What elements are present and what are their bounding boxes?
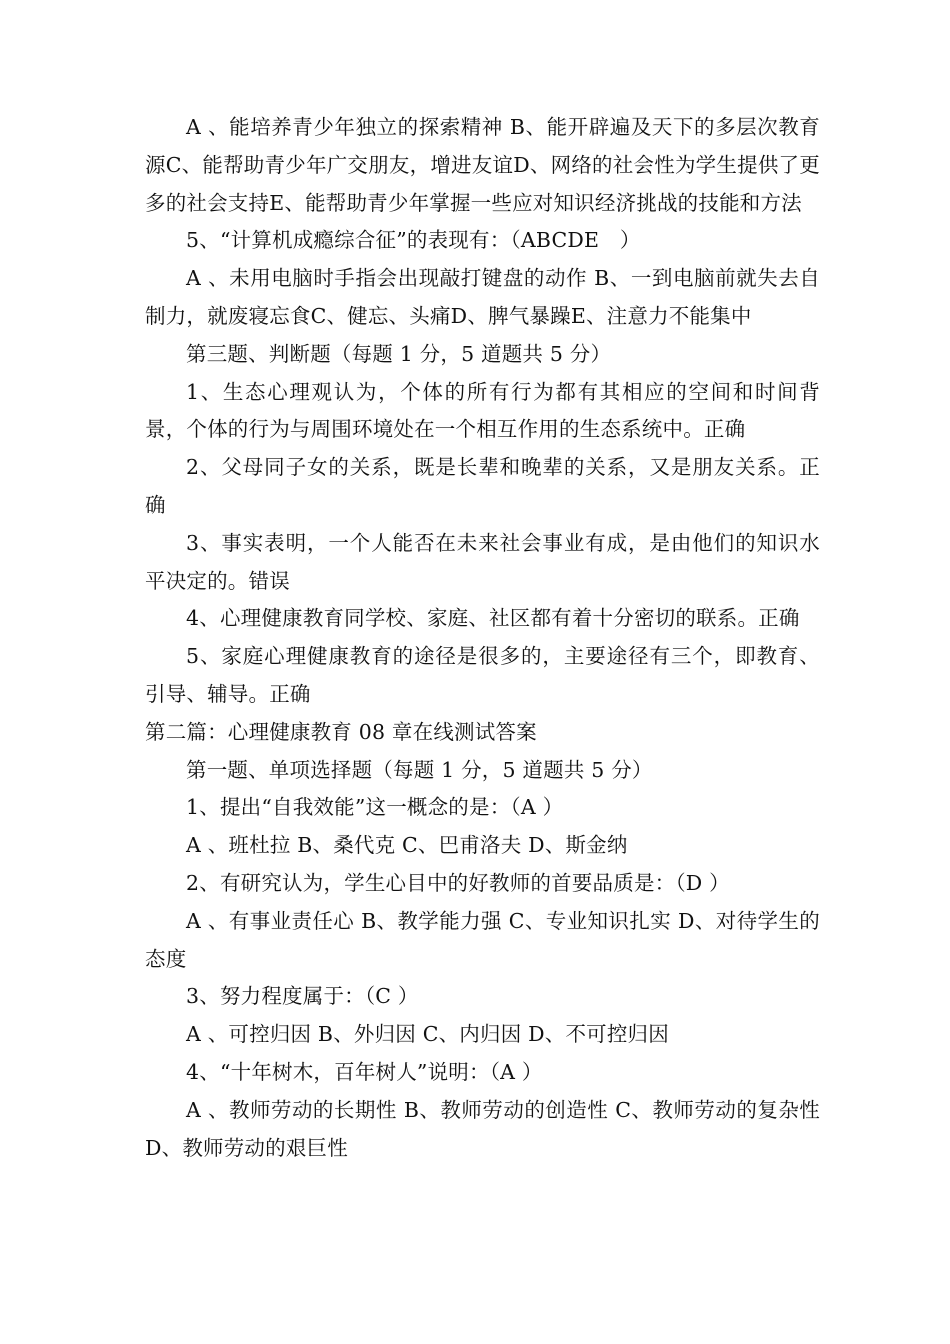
paragraph: A 、教师劳动的长期性 B、教师劳动的创造性 C、教师劳动的复杂性 D、教师劳动的艰巨性 bbox=[145, 1097, 820, 1160]
paragraph: 5、“计算机成瘾综合征”的表现有：（ABCDE ） bbox=[186, 228, 641, 253]
paragraph: 1、提出“自我效能”这一概念的是：（A ） bbox=[186, 795, 564, 820]
paragraph: A 、未用电脑时手指会出现敲打键盘的动作 B、一到电脑前就失去自制力，就废寝忘食C、健忘、头痛D、脾气暴躁E、注意力不能集中 bbox=[145, 266, 820, 328]
paragraph: A 、能培养青少年独立的探索精神 B、能开辟遍及天下的多层次教育源C、能帮助青少年广交朋友，增进友谊D、网络的社会性为学生提供了更多的社会支持E、能帮助青少年掌握一些应对知识经济挑战的技能和方法 bbox=[145, 115, 820, 215]
section-heading: 第三题、判断题（每题 1 分，5 道题共 5 分） bbox=[186, 341, 612, 366]
paragraph: 2、有研究认为，学生心目中的好教师的首要品质是：（D ） bbox=[186, 870, 730, 895]
section-heading: 第一题、单项选择题（每题 1 分，5 道题共 5 分） bbox=[186, 757, 653, 782]
paragraph: A 、有事业责任心 B、教学能力强 C、专业知识扎实 D、对待学生的态度 bbox=[145, 908, 820, 971]
paragraph: 2、父母同子女的关系，既是长辈和晚辈的关系，又是朋友关系。正确 bbox=[145, 455, 820, 517]
paragraph: A 、班杜拉 B、桑代克 C、巴甫洛夫 D、斯金纳 bbox=[186, 833, 628, 858]
paragraph: 5、家庭心理健康教育的途径是很多的，主要途径有三个，即教育、引导、辅导。正确 bbox=[145, 644, 820, 706]
paragraph: 4、心理健康教育同学校、家庭、社区都有着十分密切的联系。正确 bbox=[186, 606, 800, 631]
chapter-heading: 第二篇：心理健康教育 08 章在线测试答案 bbox=[145, 719, 537, 744]
document-body bbox=[145, 109, 820, 1167]
paragraph: A 、可控归因 B、外归因 C、内归因 D、不可控归因 bbox=[186, 1022, 669, 1047]
paragraph: 1、生态心理观认为，个体的所有行为都有其相应的空间和时间背景，个体的行为与周围环境处在一个相互作用的生态系统中。正确 bbox=[145, 379, 820, 442]
paragraph: 4、“十年树木，百年树人”说明：（A ） bbox=[186, 1059, 543, 1084]
paragraph: 3、努力程度属于：（C ） bbox=[186, 984, 419, 1009]
paragraph: 3、事实表明，一个人能否在未来社会事业有成，是由他们的知识水平决定的。错误 bbox=[145, 530, 820, 593]
